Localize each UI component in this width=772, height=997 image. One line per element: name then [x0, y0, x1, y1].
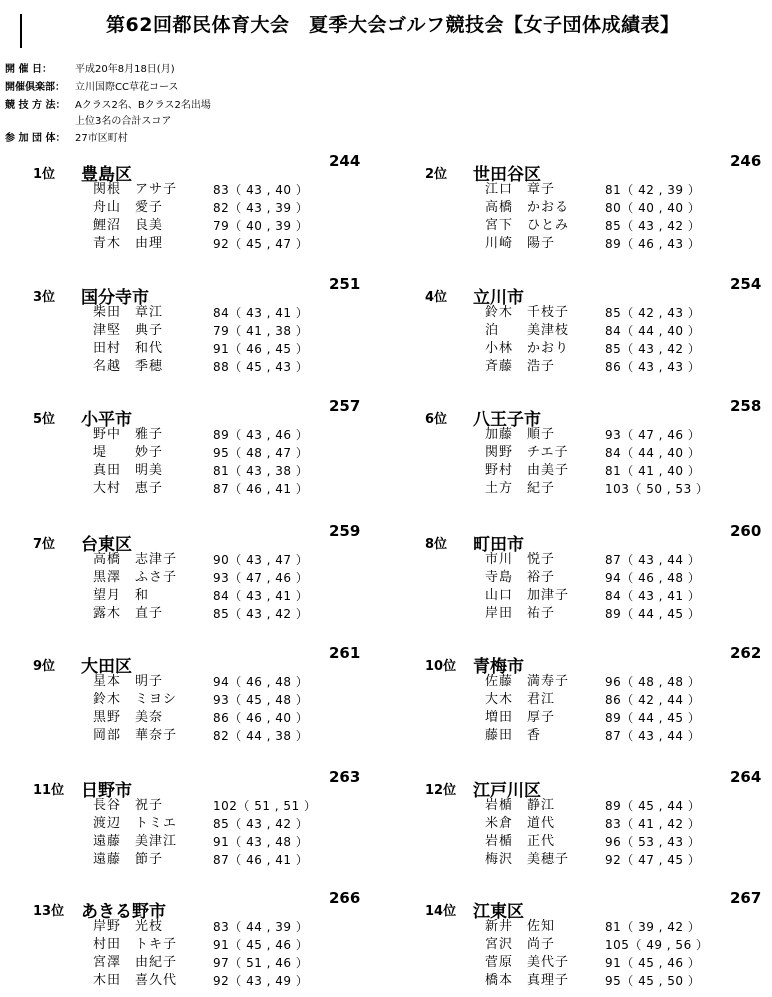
team-block [33, 152, 373, 260]
player-list [485, 304, 765, 376]
player-score: 94（ 46 , 48 ） [605, 571, 701, 585]
player-score: 84（ 44 , 40 ） [605, 446, 701, 460]
team-name: 世田谷区 [473, 165, 541, 185]
player-name: 菅原 美代子 [485, 955, 570, 970]
player-list [485, 797, 765, 869]
player-score: 82（ 44 , 38 ） [213, 729, 309, 743]
player-name: 宮澤 由紀子 [93, 955, 178, 970]
player-row [93, 833, 373, 851]
team-total: 244 [329, 152, 361, 170]
team-rank: 7位 [33, 537, 56, 552]
team-name: 国分寺市 [81, 288, 149, 308]
info-value: 平成20年8月18日(月) [75, 64, 175, 75]
player-row [485, 918, 765, 936]
player-score: 81（ 43 , 38 ） [213, 464, 309, 478]
team-block [425, 522, 765, 630]
player-row [485, 569, 765, 587]
player-row [93, 235, 373, 253]
player-row [485, 833, 765, 851]
player-score: 87（ 46 , 41 ） [213, 482, 309, 496]
player-name: 土方 紀子 [485, 481, 556, 496]
team-block [425, 275, 765, 383]
player-score: 93（ 47 , 46 ） [213, 571, 309, 585]
player-name: 増田 厚子 [485, 710, 556, 725]
player-row [93, 304, 373, 322]
player-row [485, 587, 765, 605]
player-name: 小林 かおり [485, 341, 570, 356]
player-name: 市川 悦子 [485, 552, 556, 567]
team-total: 257 [329, 397, 361, 415]
player-name: 星本 明子 [93, 674, 164, 689]
player-name: 田村 和代 [93, 341, 164, 356]
player-name: 大村 恵子 [93, 481, 164, 496]
team-total: 254 [730, 275, 762, 293]
player-name: 米倉 道代 [485, 816, 556, 831]
player-row [93, 727, 373, 745]
info-label: 参 加 団 体： [5, 133, 66, 144]
player-row [485, 709, 765, 727]
player-score: 89（ 44 , 45 ） [605, 607, 701, 621]
team-name: 江戸川区 [473, 781, 541, 801]
team-total: 260 [730, 522, 762, 540]
player-score: 97（ 51 , 46 ） [213, 956, 309, 970]
team-name: 青梅市 [473, 657, 524, 677]
player-score: 84（ 43 , 41 ） [213, 306, 309, 320]
player-score: 79（ 40 , 39 ） [213, 219, 309, 233]
player-list [485, 426, 765, 498]
player-score: 87（ 46 , 41 ） [213, 853, 309, 867]
team-block [425, 397, 765, 505]
team-total: 246 [730, 152, 762, 170]
player-score: 85（ 42 , 43 ） [605, 306, 701, 320]
player-score: 85（ 43 , 42 ） [213, 817, 309, 831]
player-list [93, 673, 373, 745]
player-score: 86（ 43 , 43 ） [605, 360, 701, 374]
player-list [93, 918, 373, 990]
team-block [425, 768, 765, 876]
player-score: 103（ 50 , 53 ） [605, 482, 709, 496]
player-score: 93（ 47 , 46 ） [605, 428, 701, 442]
team-block [425, 644, 765, 752]
player-name: 津堅 典子 [93, 323, 164, 338]
player-score: 89（ 45 , 44 ） [605, 799, 701, 813]
player-row [93, 199, 373, 217]
player-name: 岡部 華奈子 [93, 728, 178, 743]
player-name: 梅沢 美穂子 [485, 852, 570, 867]
player-name: 山口 加津子 [485, 588, 570, 603]
player-name: 藤田 香 [485, 728, 542, 743]
player-row [93, 797, 373, 815]
player-score: 91（ 43 , 48 ） [213, 835, 309, 849]
player-name: 宮下 ひとみ [485, 218, 570, 233]
team-rank: 5位 [33, 412, 56, 427]
player-score: 81（ 41 , 40 ） [605, 464, 701, 478]
player-row [485, 235, 765, 253]
player-list [485, 918, 765, 990]
player-score: 87（ 43 , 44 ） [605, 729, 701, 743]
team-rank: 6位 [425, 412, 448, 427]
team-rank: 2位 [425, 167, 448, 182]
player-name: 斉藤 浩子 [485, 359, 556, 374]
player-name: 佐藤 満寿子 [485, 674, 570, 689]
team-rank: 8位 [425, 537, 448, 552]
player-name: 木田 喜久代 [93, 973, 178, 988]
player-name: 鈴木 ミヨシ [93, 692, 178, 707]
team-name: 大田区 [81, 657, 132, 677]
player-name: 岸野 光枝 [93, 919, 164, 934]
info-line [5, 112, 171, 127]
player-name: 泊 美津枝 [485, 323, 570, 338]
player-name: 岸田 祐子 [485, 606, 556, 621]
player-row [485, 954, 765, 972]
player-score: 86（ 42 , 44 ） [605, 693, 701, 707]
player-name: 高橋 かおる [485, 200, 570, 215]
player-score: 94（ 46 , 48 ） [213, 675, 309, 689]
player-list [93, 304, 373, 376]
team-total: 263 [329, 768, 361, 786]
player-row [93, 569, 373, 587]
player-name: 青木 由理 [93, 236, 164, 251]
team-block [33, 275, 373, 383]
player-name: 大木 君江 [485, 692, 556, 707]
player-name: 露木 直子 [93, 606, 164, 621]
player-name: 岩楯 正代 [485, 834, 556, 849]
team-block [33, 644, 373, 752]
player-score: 92（ 47 , 45 ） [605, 853, 701, 867]
player-score: 96（ 53 , 43 ） [605, 835, 701, 849]
player-score: 95（ 45 , 50 ） [605, 974, 701, 988]
info-label: 競 技 方 法： [5, 100, 66, 111]
player-name: 江口 章子 [485, 182, 556, 197]
team-rank: 10位 [425, 659, 457, 674]
info-value: Aクラス2名、Bクラス2名出場 [75, 100, 211, 111]
player-name: 岩楯 静江 [485, 798, 556, 813]
player-name: 川崎 陽子 [485, 236, 556, 251]
page-title: 第62回都民体育大会 夏季大会ゴルフ競技会【女子団体成績表】 [106, 14, 680, 36]
player-name: 名越 季穂 [93, 359, 164, 374]
player-row [93, 673, 373, 691]
team-block [33, 522, 373, 630]
team-rank: 4位 [425, 290, 448, 305]
player-name: 黒澤 ふさ子 [93, 570, 178, 585]
player-name: 舟山 愛子 [93, 200, 164, 215]
player-score: 92（ 43 , 49 ） [213, 974, 309, 988]
player-row [485, 304, 765, 322]
team-rank: 3位 [33, 290, 56, 305]
player-row [485, 426, 765, 444]
info-line [5, 129, 128, 144]
player-name: 柴田 章江 [93, 305, 164, 320]
player-row [93, 426, 373, 444]
player-name: 関根 アサ子 [93, 182, 178, 197]
team-block [425, 889, 765, 997]
player-name: 長谷 祝子 [93, 798, 164, 813]
player-score: 105（ 49 , 56 ） [605, 938, 709, 952]
player-row [93, 691, 373, 709]
player-row [485, 797, 765, 815]
team-total: 264 [730, 768, 762, 786]
player-score: 92（ 45 , 47 ） [213, 237, 309, 251]
player-score: 89（ 43 , 46 ） [213, 428, 309, 442]
player-score: 93（ 45 , 48 ） [213, 693, 309, 707]
player-row [93, 972, 373, 990]
player-name: 寺島 裕子 [485, 570, 556, 585]
player-score: 79（ 41 , 38 ） [213, 324, 309, 338]
team-block [33, 397, 373, 505]
player-name: 遠藤 節子 [93, 852, 164, 867]
info-line [5, 78, 178, 93]
player-row [485, 358, 765, 376]
player-score: 84（ 44 , 40 ） [605, 324, 701, 338]
player-list [485, 551, 765, 623]
player-score: 88（ 45 , 43 ） [213, 360, 309, 374]
info-line [5, 96, 211, 111]
player-row [485, 936, 765, 954]
team-rank: 14位 [425, 904, 457, 919]
team-rank: 12位 [425, 783, 457, 798]
player-name: 宮沢 尚子 [485, 937, 556, 952]
team-block [33, 889, 373, 997]
player-score: 89（ 44 , 45 ） [605, 711, 701, 725]
info-label: 開 催 日： [5, 64, 52, 75]
team-total: 262 [730, 644, 762, 662]
player-row [93, 551, 373, 569]
player-score: 91（ 46 , 45 ） [213, 342, 309, 356]
player-name: 堤 妙子 [93, 445, 164, 460]
player-list [93, 426, 373, 498]
player-name: 関野 チエ子 [485, 445, 569, 460]
team-block [33, 768, 373, 876]
player-row [93, 217, 373, 235]
team-total: 261 [329, 644, 361, 662]
player-name: 渡辺 トミエ [93, 816, 178, 831]
team-total: 267 [730, 889, 762, 907]
player-row [485, 605, 765, 623]
player-score: 85（ 43 , 42 ） [605, 219, 701, 233]
player-row [93, 340, 373, 358]
team-name: 町田市 [473, 535, 524, 555]
team-total: 266 [329, 889, 361, 907]
player-name: 高橋 志津子 [93, 552, 178, 567]
team-total: 259 [329, 522, 361, 540]
player-row [485, 181, 765, 199]
player-row [485, 340, 765, 358]
info-value: 立川国際CC草花コース [75, 82, 179, 93]
player-row [93, 954, 373, 972]
player-row [485, 444, 765, 462]
team-name: 小平市 [81, 410, 132, 430]
player-name: 鯉沼 良美 [93, 218, 164, 233]
player-row [93, 851, 373, 869]
team-rank: 11位 [33, 783, 65, 798]
player-name: 村田 トキ子 [93, 937, 178, 952]
team-total: 251 [329, 275, 361, 293]
player-row [93, 322, 373, 340]
player-row [93, 462, 373, 480]
player-row [485, 727, 765, 745]
player-row [485, 480, 765, 498]
player-score: 83（ 43 , 40 ） [213, 183, 309, 197]
player-row [93, 605, 373, 623]
player-score: 81（ 42 , 39 ） [605, 183, 701, 197]
player-score: 81（ 39 , 42 ） [605, 920, 701, 934]
player-score: 80（ 40 , 40 ） [605, 201, 701, 215]
player-row [485, 551, 765, 569]
info-line [5, 60, 175, 75]
player-score: 102（ 51 , 51 ） [213, 799, 317, 813]
team-rank: 13位 [33, 904, 65, 919]
player-score: 83（ 44 , 39 ） [213, 920, 309, 934]
player-name: 新井 佐知 [485, 919, 556, 934]
player-row [485, 851, 765, 869]
player-name: 野中 雅子 [93, 427, 164, 442]
info-value: 上位3名の合計スコア [75, 116, 172, 127]
player-row [93, 936, 373, 954]
player-row [93, 815, 373, 833]
team-name: 江東区 [473, 902, 524, 922]
player-list [485, 673, 765, 745]
player-score: 91（ 45 , 46 ） [605, 956, 701, 970]
player-score: 95（ 48 , 47 ） [213, 446, 309, 460]
margin-rule [20, 14, 22, 48]
player-list [93, 181, 373, 253]
player-name: 加藤 順子 [485, 427, 556, 442]
player-list [485, 181, 765, 253]
player-row [485, 322, 765, 340]
player-name: 遠藤 美津江 [93, 834, 178, 849]
team-total: 258 [730, 397, 762, 415]
team-block [425, 152, 765, 260]
player-row [485, 691, 765, 709]
player-name: 黒野 美奈 [93, 710, 164, 725]
team-name: 八王子市 [473, 410, 541, 430]
player-row [93, 358, 373, 376]
player-score: 84（ 43 , 41 ） [605, 589, 701, 603]
player-name: 望月 和 [93, 588, 150, 603]
player-name: 鈴木 千枝子 [485, 305, 570, 320]
player-score: 90（ 43 , 47 ） [213, 553, 309, 567]
team-name: あきる野市 [81, 902, 166, 922]
player-score: 83（ 41 , 42 ） [605, 817, 701, 831]
player-score: 85（ 43 , 42 ） [605, 342, 701, 356]
team-rank: 1位 [33, 167, 56, 182]
player-row [485, 199, 765, 217]
player-row [93, 444, 373, 462]
player-row [93, 918, 373, 936]
player-score: 91（ 45 , 46 ） [213, 938, 309, 952]
player-score: 82（ 43 , 39 ） [213, 201, 309, 215]
player-list [93, 797, 373, 869]
player-row [485, 815, 765, 833]
player-row [485, 673, 765, 691]
team-name: 日野市 [81, 781, 132, 801]
player-score: 84（ 43 , 41 ） [213, 589, 309, 603]
info-value: 27市区町村 [75, 133, 128, 144]
player-score: 96（ 48 , 48 ） [605, 675, 701, 689]
team-name: 立川市 [473, 288, 524, 308]
player-row [93, 181, 373, 199]
player-row [93, 480, 373, 498]
team-name: 台東区 [81, 535, 132, 555]
team-rank: 9位 [33, 659, 56, 674]
player-score: 89（ 46 , 43 ） [605, 237, 701, 251]
player-name: 真田 明美 [93, 463, 164, 478]
player-row [485, 462, 765, 480]
player-row [93, 709, 373, 727]
player-row [485, 217, 765, 235]
player-name: 橋本 真理子 [485, 973, 570, 988]
player-score: 87（ 43 , 44 ） [605, 553, 701, 567]
player-list [93, 551, 373, 623]
player-score: 86（ 46 , 40 ） [213, 711, 309, 725]
info-label: 開催倶楽部： [5, 82, 65, 93]
player-row [485, 972, 765, 990]
player-row [93, 587, 373, 605]
player-name: 野村 由美子 [485, 463, 570, 478]
player-score: 85（ 43 , 42 ） [213, 607, 309, 621]
team-name: 豊島区 [81, 165, 132, 185]
